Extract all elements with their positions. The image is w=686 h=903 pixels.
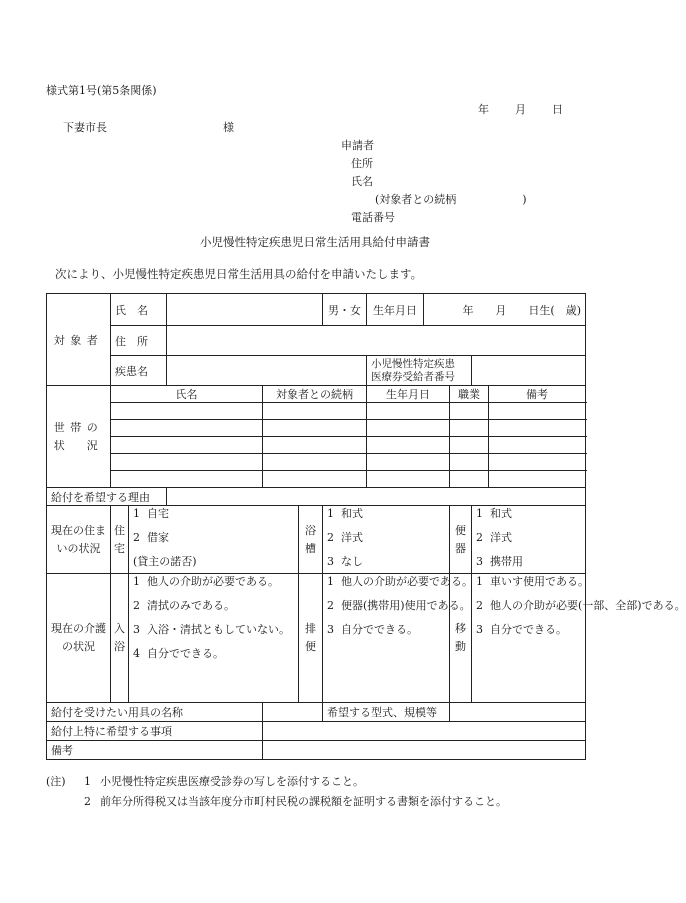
model-field[interactable] xyxy=(450,703,586,722)
subject-section-label: 対象者 xyxy=(47,294,111,386)
household-header-relation: 対象者との続柄 xyxy=(263,386,367,403)
addressee: 下妻市長 xyxy=(63,121,107,134)
subject-disease-field[interactable] xyxy=(167,356,367,386)
notes-label: (注) xyxy=(46,775,66,788)
subject-address-label: 住 所 xyxy=(111,326,167,356)
household-header-name: 氏名 xyxy=(111,386,263,403)
applicant-phone: 電話番号 xyxy=(351,211,395,224)
subject-birth-label: 生年月日 xyxy=(367,294,424,326)
subject-cert-label: 小児慢性特定疾患 医療券受給者番号 xyxy=(367,356,472,386)
special-request-label: 給付上特に希望する事項 xyxy=(47,722,263,741)
care-excretion-label: 排 便 xyxy=(299,574,323,703)
intro-text: 次により、小児慢性特定疾患児日常生活用具の給付を申請いたします。 xyxy=(55,267,423,281)
form-number: 様式第1号(第5条関係) xyxy=(46,84,157,97)
care-label: 現在の介護 の状況 xyxy=(47,574,111,703)
subject-name-field[interactable] xyxy=(167,294,323,326)
care-moving-options[interactable]: 1 車いす使用である。 2 他人の介助が必要(一部、全部)である。 3 自分でできる。 xyxy=(472,574,586,703)
household-section-label: 世帯の 状 況 xyxy=(47,386,111,488)
special-request-field[interactable] xyxy=(263,722,586,741)
applicant-address: 住所 xyxy=(351,157,373,170)
document-title: 小児慢性特定疾患児日常生活用具給付申請書 xyxy=(200,235,430,249)
remarks-label: 備考 xyxy=(47,741,263,760)
household-row xyxy=(47,471,586,488)
housing-bath-label: 浴 槽 xyxy=(299,506,323,574)
subject-address-field[interactable] xyxy=(167,326,586,356)
household-row xyxy=(47,454,586,471)
equipment-label: 給付を受けたい用具の名称 xyxy=(47,703,263,722)
notes xyxy=(46,772,507,812)
reason-label: 給付を希望する理由 xyxy=(47,488,167,506)
reason-field[interactable] xyxy=(167,488,586,506)
equipment-field[interactable] xyxy=(263,703,323,722)
housing-home-label: 住 宅 xyxy=(111,506,129,574)
household-row xyxy=(47,420,586,437)
household-header-birth: 生年月日 xyxy=(367,386,450,403)
applicant-relation: (対象者との続柄 ) xyxy=(375,193,527,206)
household-row xyxy=(47,403,586,420)
note-item: (注) 1 小児慢性特定疾患医療受診券の写しを添付すること。 xyxy=(46,772,507,792)
household-row xyxy=(47,437,586,454)
application-form-table xyxy=(46,293,686,760)
housing-home-options[interactable]: 1 自宅 2 借家 (貸主の諾否) xyxy=(129,506,299,574)
care-excretion-options[interactable]: 1 他人の介助が必要である。 2 便器(携帯用)使用である。 3 自分でできる。 xyxy=(323,574,450,703)
applicant-label: 申請者 xyxy=(341,139,374,152)
housing-label: 現在の住ま いの状況 xyxy=(47,506,111,574)
subject-disease-label: 疾患名 xyxy=(111,356,167,386)
subject-name-label: 氏 名 xyxy=(111,294,167,326)
housing-toilet-options[interactable]: 1 和式 2 洋式 3 携帯用 xyxy=(472,506,586,574)
date-day: 日 xyxy=(552,103,563,116)
care-bathing-options[interactable]: 1 他人の介助が必要である。 2 清拭のみである。 3 入浴・清拭ともしていない。 4 自分でできる。 xyxy=(129,574,299,703)
model-label: 希望する型式、規模等 xyxy=(323,703,450,722)
date-year: 年 xyxy=(478,103,489,116)
applicant-block xyxy=(341,137,527,227)
subject-cert-field[interactable] xyxy=(472,356,586,386)
addressee-suffix: 様 xyxy=(223,121,234,134)
date-line xyxy=(478,101,563,117)
note-item: 2 前年分所得税又は当該年度分市町村民税の課税額を証明する書類を添付すること。 xyxy=(84,795,507,808)
subject-sex-field[interactable]: 男・女 xyxy=(323,294,367,326)
remarks-field[interactable] xyxy=(263,741,586,760)
household-header-job: 職業 xyxy=(450,386,489,403)
housing-bath-options[interactable]: 1 和式 2 洋式 3 なし xyxy=(323,506,450,574)
care-bathing-label: 入 浴 xyxy=(111,574,129,703)
applicant-name: 氏名 xyxy=(351,175,373,188)
subject-birth-field[interactable]: 年 月 日生( 歳) xyxy=(424,294,586,326)
date-month: 月 xyxy=(515,103,526,116)
housing-toilet-label: 便 器 xyxy=(450,506,472,574)
care-moving-label: 移 動 xyxy=(450,574,472,703)
household-header-remarks: 備考 xyxy=(489,386,586,403)
